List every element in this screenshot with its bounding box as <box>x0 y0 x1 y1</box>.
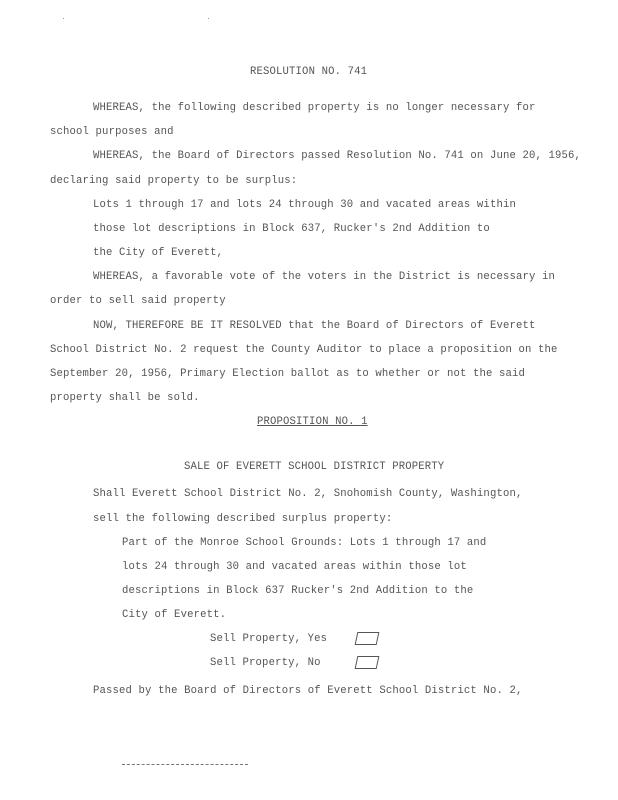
ballot-option-yes-checkbox <box>355 632 380 645</box>
signature-line <box>122 764 248 765</box>
proposition-heading: PROPOSITION NO. 1 <box>257 416 368 428</box>
ballot-description-line: lots 24 through 30 and vacated areas within those lot <box>122 561 467 573</box>
ballot-question-line: sell the following described surplus property: <box>93 513 393 525</box>
resolution-title: RESOLUTION NO. 741 <box>250 66 368 78</box>
paragraph-line: school purposes and <box>50 126 174 138</box>
ballot-option-no-checkbox <box>355 656 380 669</box>
ballot-description-line: City of Everett. <box>122 609 227 621</box>
paragraph-line: WHEREAS, the Board of Directors passed Resolution No. 741 on June 20, 1956, <box>93 150 582 162</box>
ballot-question-line: Shall Everett School District No. 2, Snohomish County, Washington, <box>93 488 523 500</box>
property-description-line: the City of Everett, <box>93 247 224 259</box>
property-description-line: those lot descriptions in Block 637, Rucker's 2nd Addition to <box>93 223 490 235</box>
passed-line: Passed by the Board of Directors of Everett School District No. 2, <box>93 685 523 697</box>
paragraph-line: property shall be sold. <box>50 392 200 404</box>
paragraph-line: NOW, THEREFORE BE IT RESOLVED that the Board of Directors of Everett <box>93 320 536 332</box>
ballot-option-yes-label: Sell Property, Yes <box>210 633 328 645</box>
scan-speck <box>63 18 64 19</box>
property-description-line: Lots 1 through 17 and lots 24 through 30 and vacated areas within <box>93 199 516 211</box>
paragraph-line: WHEREAS, the following described property is no longer necessary for <box>93 102 536 114</box>
ballot-option-no-label: Sell Property, No <box>210 657 321 669</box>
paragraph-line: declaring said property to be surplus: <box>50 175 298 187</box>
scan-speck <box>208 18 209 19</box>
paragraph-line: September 20, 1956, Primary Election ballot as to whether or not the said <box>50 368 526 380</box>
sale-heading: SALE OF EVERETT SCHOOL DISTRICT PROPERTY <box>184 461 445 473</box>
ballot-description-line: descriptions in Block 637 Rucker's 2nd Addition to the <box>122 585 474 597</box>
paragraph-line: School District No. 2 request the County Auditor to place a proposition on the <box>50 344 558 356</box>
ballot-description-line: Part of the Monroe School Grounds: Lots 1 through 17 and <box>122 537 487 549</box>
paragraph-line: WHEREAS, a favorable vote of the voters in the District is necessary in <box>93 271 556 283</box>
paragraph-line: order to sell said property <box>50 295 226 307</box>
